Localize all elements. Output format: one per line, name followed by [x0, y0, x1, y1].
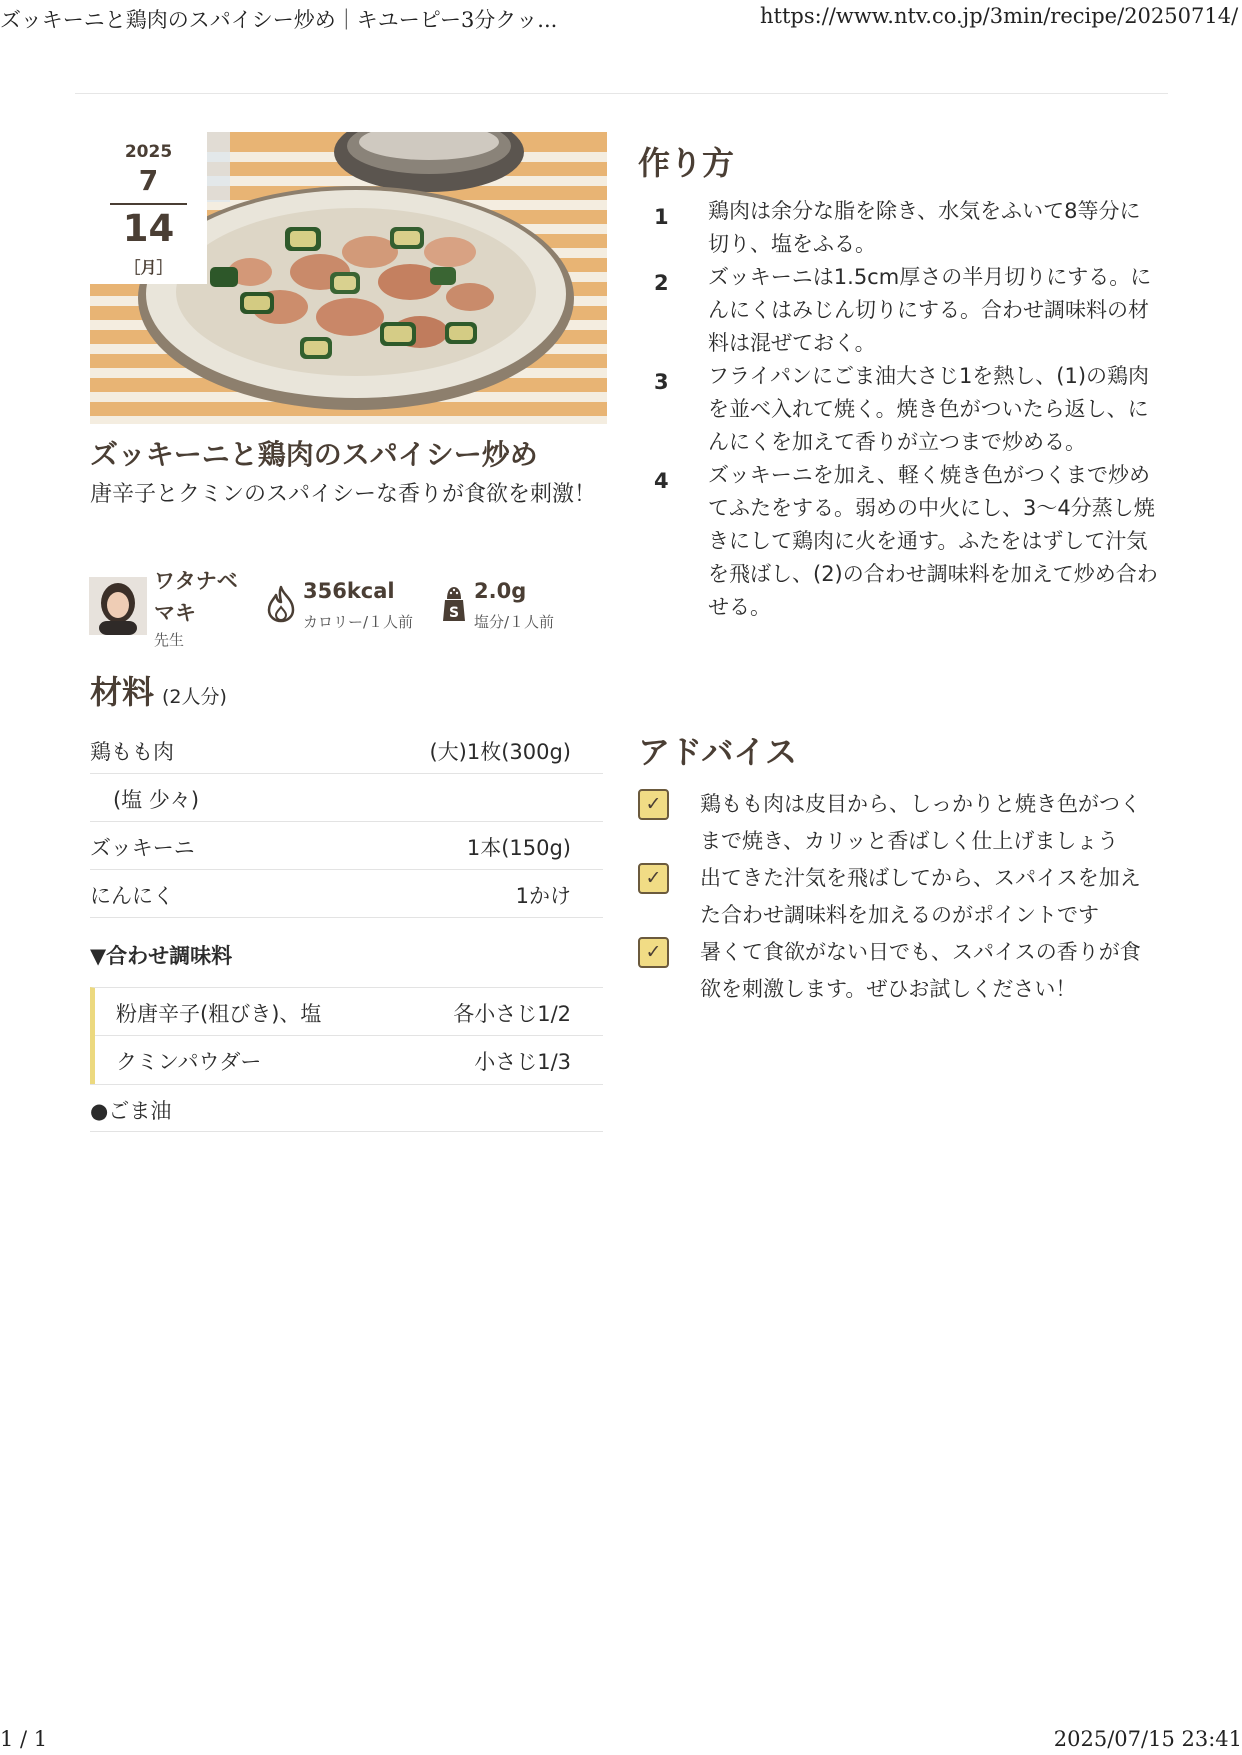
recipe-title: ズッキーニと鶏肉のスパイシー炒め — [90, 438, 538, 471]
salt-value: 2.0g — [474, 579, 527, 603]
ingredient-name: ズッキーニ — [90, 836, 195, 860]
step-item — [638, 261, 1168, 360]
ingredient-name: クミンパウダー — [116, 1050, 262, 1074]
teacher-role: 先生 — [154, 631, 185, 649]
step-text: ズッキーニは1.5cm厚さの半月切りにする。にんにくはみじん切りにする。合わせ調味料の材料は混ぜておく。 — [708, 265, 1152, 355]
date-year: 2025 — [124, 142, 173, 162]
print-footer-page: 1 / 1 — [0, 1727, 48, 1751]
advice-heading: アドバイス — [638, 733, 798, 771]
date-day: 14 — [122, 207, 175, 250]
svg-text:S: S — [448, 605, 460, 621]
ingredients-heading-text: 材料 — [90, 673, 155, 711]
top-divider — [75, 93, 1168, 94]
checkmark-icon: ✓ — [638, 937, 669, 968]
ingredient-name: 粉唐辛子(粗びき)、塩 — [116, 1002, 322, 1026]
step-item — [638, 459, 1168, 624]
ingredients-heading — [90, 667, 227, 713]
steps-list — [638, 195, 1168, 624]
ingredient-name: 鶏もも肉 — [90, 740, 174, 764]
ingredient-qty: 小さじ1/3 — [474, 1050, 571, 1074]
step-item — [638, 360, 1168, 459]
checkmark-icon: ✓ — [638, 789, 669, 820]
step-item — [638, 195, 1168, 261]
ingredient-group — [90, 987, 603, 1084]
print-header-url: https://www.ntv.co.jp/3min/recipe/20250714/ — [760, 4, 1239, 28]
salt-shaker-icon — [441, 585, 467, 623]
ingredient-qty: 各小さじ1/2 — [453, 1002, 571, 1026]
advice-item — [638, 860, 1168, 934]
calories-value: 356kcal — [303, 579, 395, 603]
step-number: 3 — [654, 370, 669, 394]
print-header-title: ズッキーニと鶏肉のスパイシー炒め｜キユーピー3分クッ... — [0, 8, 558, 32]
date-divider — [110, 203, 187, 205]
ingredient-group-title — [90, 918, 603, 987]
ingredients-list — [90, 726, 603, 1132]
ingredients-servings: (2人分) — [162, 686, 227, 708]
ingredient-row — [90, 822, 603, 870]
calories-label: カロリー/１人前 — [303, 613, 414, 631]
advice-text: 鶏もも肉は皮目から、しっかりと焼き色がつくまで焼き、カリッと香ばしく仕上げましょう — [700, 792, 1141, 853]
teacher-avatar — [89, 577, 147, 635]
steps-heading: 作り方 — [638, 144, 735, 182]
print-footer-datetime: 2025/07/15 23:41 — [1053, 1727, 1242, 1751]
ingredient-qty: (大)1枚(300g) — [429, 740, 571, 764]
recipe-photo — [90, 132, 607, 424]
ingredient-name: にんにく — [90, 884, 174, 908]
ingredient-row — [90, 774, 603, 822]
step-text: 鶏肉は余分な脂を除き、水気をふいて8等分に切り、塩をふる。 — [708, 199, 1141, 256]
step-number: 1 — [654, 205, 669, 229]
broadcast-date-badge — [90, 132, 207, 284]
recipe-lead: 唐辛子とクミンのスパイシーな香りが食欲を刺激！ — [90, 482, 597, 507]
advice-text: 暑くて食欲がない日でも、スパイスの香りが食欲を刺激します。ぜひお試しください！ — [700, 940, 1141, 1001]
ingredient-row — [90, 1084, 603, 1132]
ingredient-group-title-text: ▼合わせ調味料 — [90, 944, 233, 968]
checkmark-icon: ✓ — [638, 863, 669, 894]
ingredient-row — [95, 988, 603, 1036]
ingredient-row — [95, 1036, 603, 1084]
step-number: 4 — [654, 469, 669, 493]
date-month: 7 — [138, 164, 159, 197]
ingredient-name: ●ごま油 — [90, 1099, 172, 1123]
advice-list — [638, 786, 1168, 1008]
flame-icon — [265, 585, 297, 623]
ingredient-row — [90, 870, 603, 918]
teacher-name: ワタナベマキ — [154, 569, 238, 625]
step-number: 2 — [654, 271, 669, 295]
ingredient-row — [90, 726, 603, 774]
step-text: フライパンにごま油大さじ1を熱し、(1)の鶏肉を並べ入れて焼く。焼き色がついたら返し、にんにくを加えて香りが立つまで炒める。 — [708, 364, 1150, 454]
advice-item — [638, 786, 1168, 860]
ingredient-qty: 1本(150g) — [466, 836, 571, 860]
date-weekday: ［月］ — [124, 258, 173, 277]
ingredient-name: (塩 少々) — [113, 788, 200, 812]
step-text: ズッキーニを加え、軽く焼き色がつくまで炒めてふたをする。弱めの中火にし、3〜4分蒸し焼きにして鶏肉に火を通す。ふたをはずして汁気を飛ばし、(2)の合わせ調味料を加えて炒め合わせる。 — [708, 463, 1158, 619]
advice-item — [638, 934, 1168, 1008]
advice-text: 出てきた汁気を飛ばしてから、スパイスを加えた合わせ調味料を加えるのがポイントです — [700, 866, 1141, 927]
ingredient-qty: 1かけ — [515, 884, 571, 908]
salt-label: 塩分/１人前 — [474, 613, 555, 631]
